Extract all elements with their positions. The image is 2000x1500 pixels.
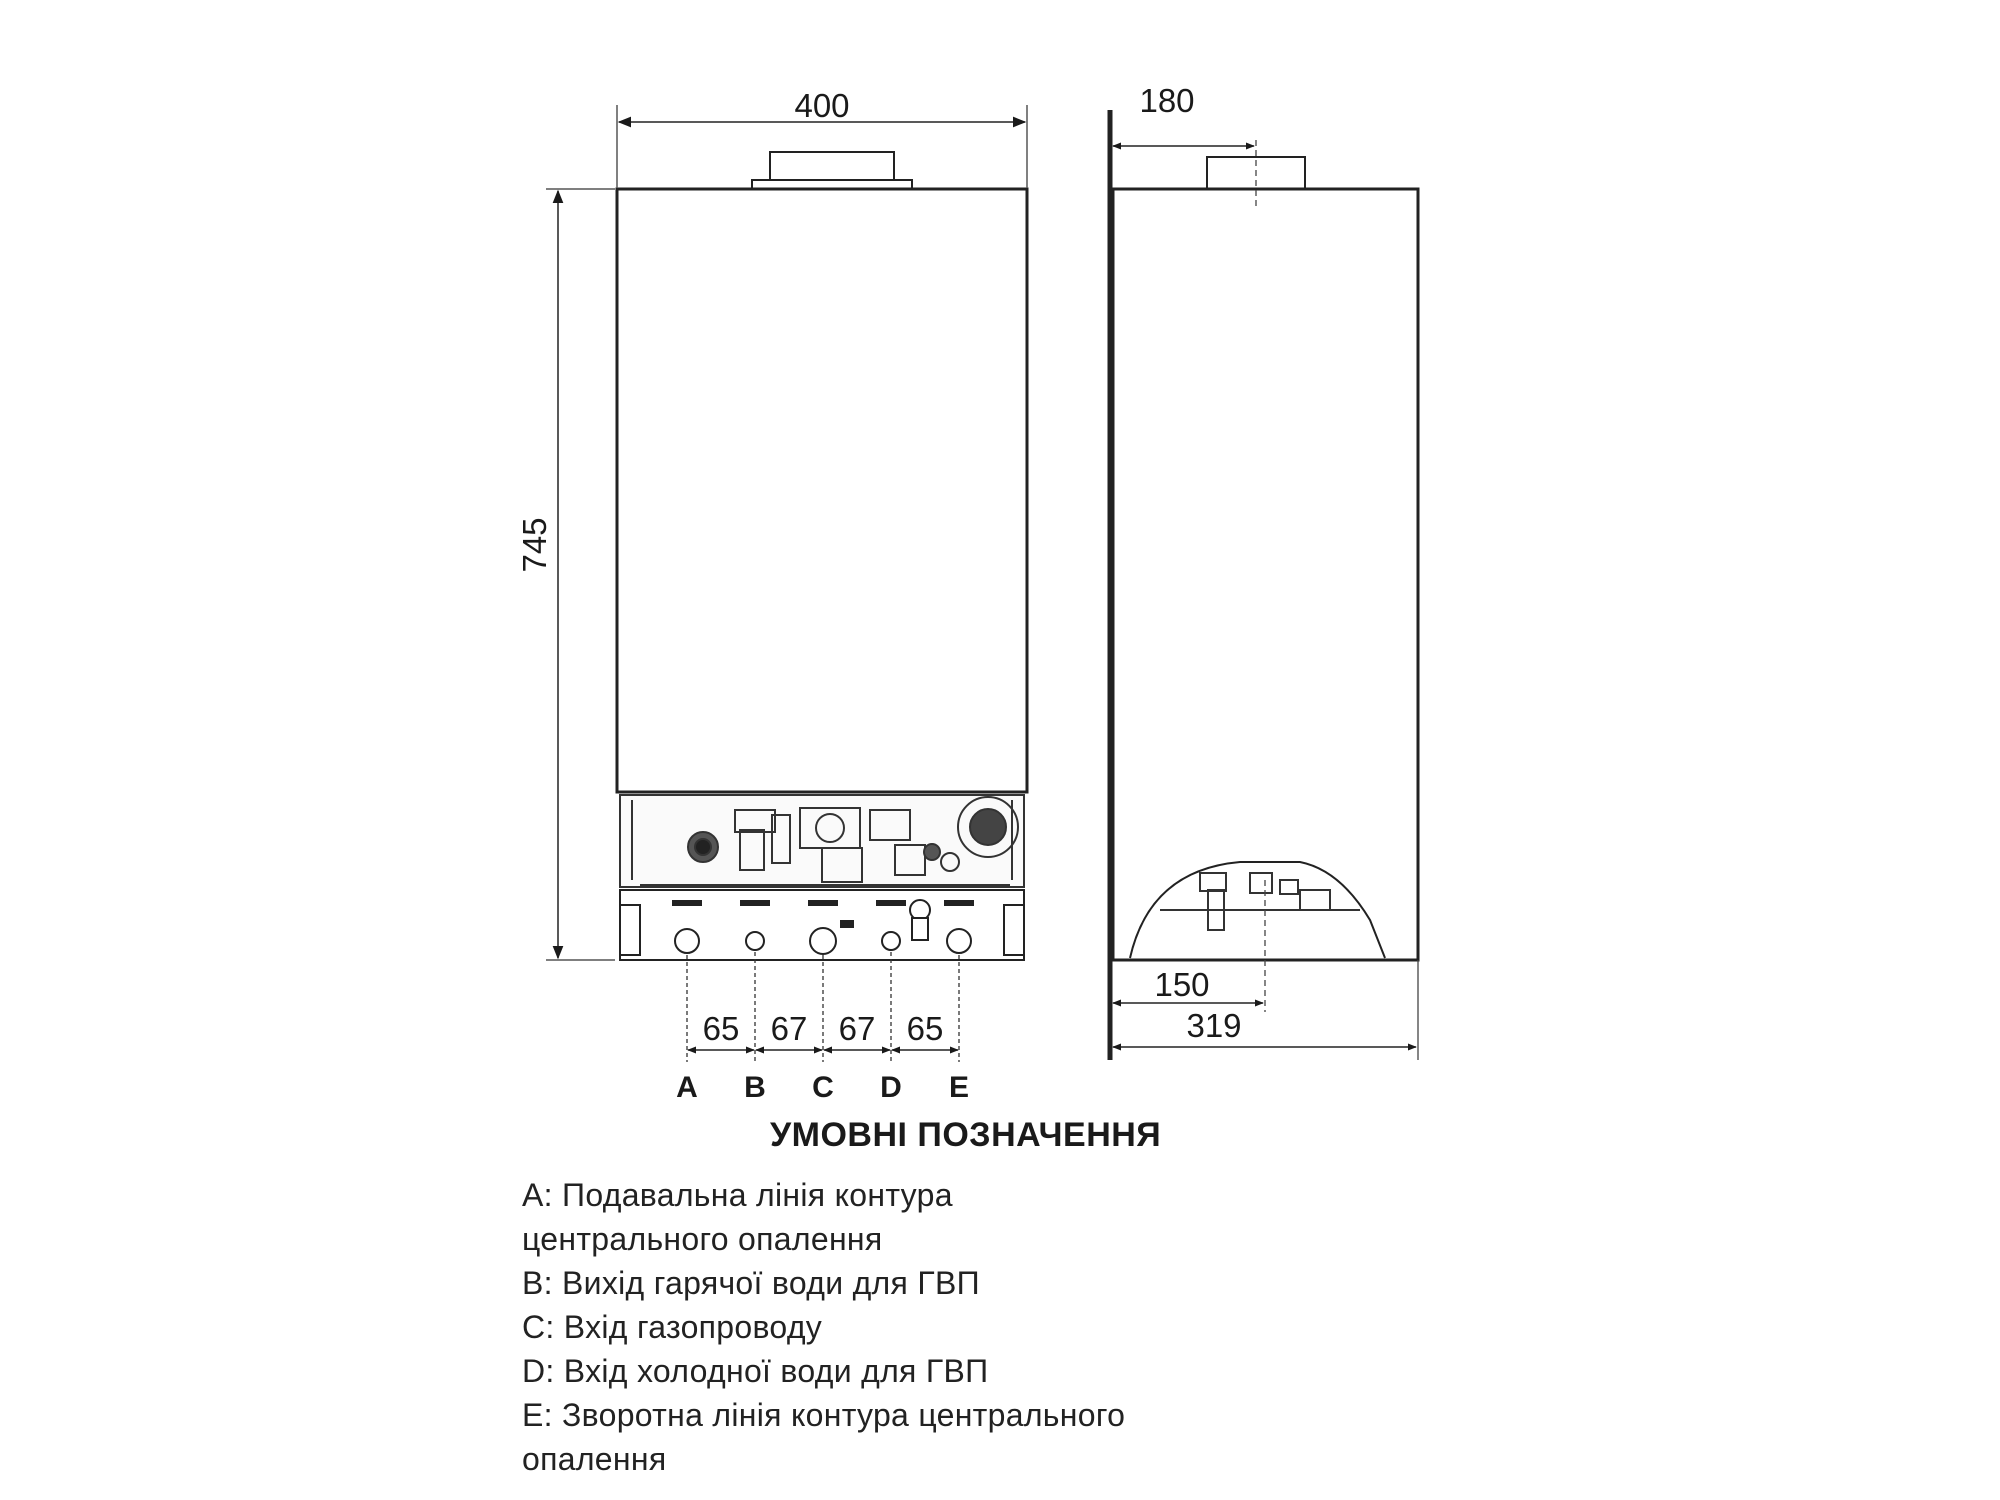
dim-front-height: 745 <box>516 517 553 573</box>
flue-collar-front <box>770 152 894 182</box>
connection-D-pipe <box>882 932 900 950</box>
legend-item-a: A: Подавальна лінія контура <box>522 1177 953 1213</box>
dim-side-total: 319 <box>1186 1007 1242 1044</box>
side-casing <box>1113 189 1418 960</box>
legend-item-a-cont: центрального опалення <box>522 1221 883 1257</box>
legend <box>522 1116 1282 1481</box>
connection-label-e: E <box>948 1071 970 1104</box>
connection-label-a: A <box>676 1071 698 1104</box>
dim-side-offset: 150 <box>1154 966 1210 1003</box>
legend-item-e-cont: опалення <box>522 1441 667 1477</box>
legend-item-c: C: Вхід газопроводу <box>522 1309 823 1345</box>
connection-label-b: B <box>744 1071 766 1104</box>
legend-item-e: E: Зворотна лінія контура центрального <box>522 1397 1126 1433</box>
front-casing <box>617 189 1027 792</box>
connection-A-pipe <box>675 929 699 953</box>
dim-spacing-de: 65 <box>906 1010 944 1047</box>
internal-components <box>620 795 1024 887</box>
dim-front-width: 400 <box>794 87 850 124</box>
legend-item-b: B: Вихід гарячої води для ГВП <box>522 1265 980 1301</box>
connection-C-pipe <box>810 928 836 954</box>
dim-side-depth: 180 <box>1139 82 1195 119</box>
connection-label-c: C <box>812 1071 834 1104</box>
dim-spacing-bc: 67 <box>770 1010 808 1047</box>
connection-label-d: D <box>880 1071 902 1104</box>
front-view <box>617 152 1027 960</box>
dim-spacing-cd: 67 <box>838 1010 876 1047</box>
legend-title: УМОВНІ ПОЗНАЧЕННЯ <box>770 1116 1162 1154</box>
dim-spacing-ab: 65 <box>702 1010 740 1047</box>
connection-labels <box>676 1071 969 1104</box>
front-height-dimension <box>546 189 615 960</box>
legend-item-d: D: Вхід холодної води для ГВП <box>522 1353 989 1389</box>
side-view <box>1110 110 1418 1060</box>
connection-B-pipe <box>746 932 764 950</box>
connection-E-pipe <box>947 929 971 953</box>
